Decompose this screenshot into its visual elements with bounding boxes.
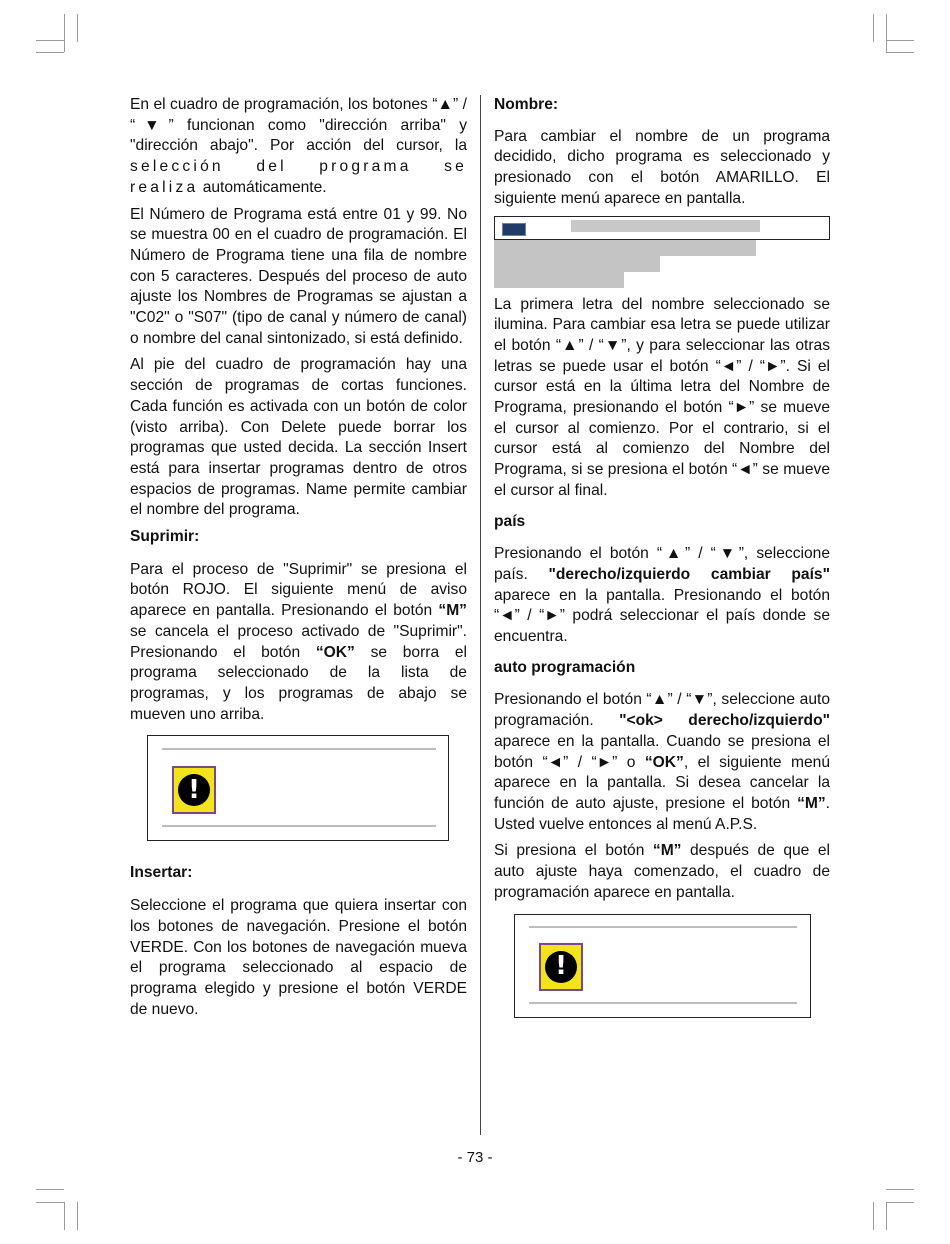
- rename-menu-box: [494, 216, 830, 240]
- menu-grey-row-3: [494, 272, 624, 288]
- menu-grey-row-1: [494, 240, 756, 256]
- pais-heading: país: [494, 512, 526, 530]
- warning-top-rule: [529, 926, 797, 928]
- insertar-paragraph: Seleccione el programa que quiera insertar con los botones de navegación. Presione el botón VERDE. Con los botones de navegación mueva el programa seleccionado al espacio de programa elegido y presione el botón VERDE de nuevo.: [130, 897, 467, 1018]
- pais-bold: "derecho/izquierdo cambiar país": [548, 565, 830, 583]
- suprimir-text-2: se cancela el proceso activado de "Suprimir". Presionando el botón: [130, 622, 467, 661]
- auto-text-2: aparece en la pantalla. Cuando se presiona el botón “◄” / “►” o: [494, 732, 830, 771]
- exclamation-warning-icon: [539, 943, 583, 991]
- auto-paragraph-2: [494, 841, 830, 903]
- crop-mark: [36, 40, 64, 41]
- auto-bold-1: "<ok> derecho/izquierdo": [619, 712, 830, 730]
- intro-paragraph: [130, 95, 467, 199]
- auto-text-4: . Usted vuelve entonces al menú A.P.S.: [494, 794, 830, 833]
- exclamation-glyph: !: [545, 951, 577, 983]
- suprimir-paragraph: [130, 560, 467, 726]
- menu-grey-row-2: [494, 256, 660, 272]
- auto-warning-box: [514, 914, 811, 1018]
- crop-mark: [873, 14, 874, 42]
- warning-top-rule: [162, 748, 436, 750]
- nombre-paragraph: Para cambiar el nombre de un programa decidido, dicho programa es seleccionado y presionado con el botón AMARILLO. El siguiente menú aparece en pantalla.: [494, 127, 830, 207]
- crop-mark: [886, 1189, 914, 1190]
- menu-color-swatch: [502, 223, 526, 236]
- auto-bold-ok: “OK”: [644, 753, 684, 771]
- auto-bold-m: “M”: [797, 794, 826, 812]
- auto-text-5: Si presiona el botón: [494, 842, 645, 860]
- crop-mark: [873, 1202, 874, 1230]
- right-column: [494, 95, 830, 1034]
- suprimir-bold-m: “M”: [438, 602, 467, 620]
- suprimir-heading: Suprimir:: [130, 528, 200, 546]
- menu-grey-bar: [571, 220, 760, 232]
- crop-mark: [64, 1202, 65, 1230]
- crop-mark: [36, 1202, 64, 1203]
- intro-text-end: automáticamente.: [202, 178, 327, 196]
- crop-mark: [886, 1202, 887, 1230]
- auto-paragraph: [494, 690, 830, 835]
- warning-bottom-rule: [162, 825, 436, 827]
- warning-bottom-rule: [529, 1002, 797, 1004]
- crop-mark: [36, 1189, 64, 1190]
- page-number: - 73 -: [457, 1149, 493, 1166]
- nombre-heading: Nombre:: [494, 96, 559, 113]
- suprimir-text-1: Para el proceso de "Suprimir" se presiona el botón ROJO. El siguiente menú de aviso aparece en pantalla. Presionando el botón: [130, 560, 467, 620]
- intro-spaced-text: selección del programa se realiza: [130, 158, 467, 196]
- pais-paragraph: [494, 544, 830, 648]
- crop-mark: [886, 40, 914, 41]
- pais-text-1: Presionando el botón “▲” / “▼”, seleccione país.: [494, 545, 830, 583]
- auto-bold-m2: “M”: [652, 842, 682, 860]
- auto-text-3: , el siguiente menú aparece en la pantalla. Si desea cancelar la función de auto ajuste, presione el botón: [494, 753, 830, 812]
- exclamation-warning-icon: [172, 766, 216, 814]
- crop-mark: [886, 52, 914, 53]
- crop-mark: [77, 1202, 78, 1230]
- left-column: [130, 95, 467, 1026]
- auto-heading: auto programación: [494, 658, 636, 676]
- exclamation-glyph: !: [178, 774, 210, 806]
- delete-warning-box: [147, 735, 449, 841]
- insertar-heading: Insertar:: [130, 864, 193, 882]
- crop-mark: [64, 14, 65, 52]
- column-divider: [480, 95, 481, 1135]
- intro-text: En el cuadro de programación, los botones “▲” / “▼” funcionan como "dirección arriba" y "dirección abajo". Por acción del cursor, la: [130, 96, 467, 155]
- functions-paragraph: Al pie del cuadro de programación hay una sección de programas de cortas funciones. Cada función es activada con un botón de color (visto arriba). Con Delete puede borrar los programas que usted decida. La sección Insert está para insertar programas dentro de otros espacios de programas. Name permite cambiar el nombre del programa.: [130, 356, 467, 519]
- suprimir-bold-ok: “OK”: [315, 643, 355, 661]
- program-number-paragraph: El Número de Programa está entre 01 y 99. No se muestra 00 en el cuadro de programación. El Número de Programa tiene una fila de nombre con 5 caracteres. Después del proceso de auto ajuste los Nombres de Programas se ajustan a "C02" o "S07" (tipo de canal y número de canal) o nombre del canal sintonizado, si está definido.: [130, 205, 467, 347]
- pais-text-2: aparece en la pantalla. Presionando el botón “◄” / “►” podrá seleccionar el país donde se encuentra.: [494, 586, 830, 646]
- crop-mark: [77, 14, 78, 42]
- crop-mark: [886, 14, 887, 52]
- auto-text-1: Presionando el botón “▲” / “▼”, seleccione auto programación.: [494, 691, 830, 730]
- auto-text-6: después de que el auto ajuste haya comenzado, el cuadro de programación aparece en pantalla.: [494, 842, 830, 901]
- crop-mark: [36, 52, 64, 53]
- suprimir-text-3: se borra el programa seleccionado de la lista de programas, y los programas de abajo se mueven uno arriba.: [130, 643, 467, 723]
- crop-mark: [886, 1202, 914, 1203]
- nombre-instructions-paragraph: La primera letra del nombre seleccionado se ilumina. Para cambiar esa letra se puede utilizar el botón “▲” / “▼”, y para seleccionar las otras letras se puede usar el botón “◄” / “►”. Si el cursor está en la última letra del Nombre de Programa, presionando el botón “►” se mueve el cursor al comienzo. Por el contrario, si el cursor está al comienzo del Nombre del Programa, si se presiona el botón “◄” se mueve el cursor al final.: [494, 295, 830, 499]
